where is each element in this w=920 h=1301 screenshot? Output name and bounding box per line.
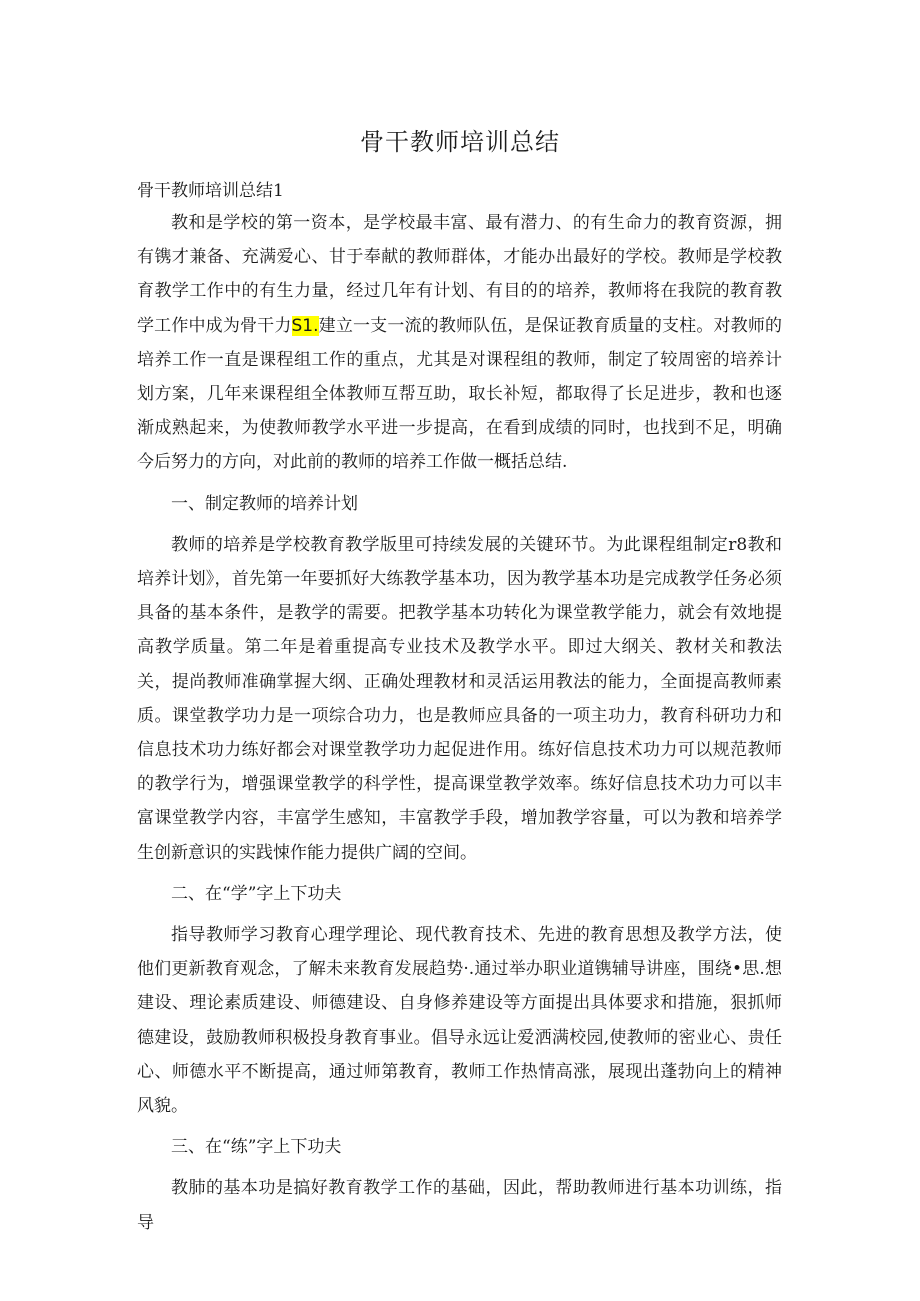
document-title: 骨干教师培训总结	[360, 128, 560, 156]
paragraph-plan: 教师的培养是学校教育教学版里可持续发展的关键环节。为此课程组制定r8教和培养计划》，首先第一年要抓好大练教学基本功，因为教学基本功是完成教学任务必须具备的基本条件，是教学的需要。把教学基本功转化为课堂教学能力，就会有效地提高教学质量。第二年是着重提高专业技术及教学水平。即过大纲关、教材关和教法关，提尚教师准确掌握大纲、正确处理教材和灵活运用教法的能力，全面提高教师素质。课堂教学功力是一项综合功力，也是教师应具备的一项主功力，教育科研功力和信息技术功力练好都会对课堂教学功力起促进作用。练好信息技术功力可以规范教师的教学行为，增强课堂教学的科学性，提高课堂教学效率。练好信息技术功力可以丰富课堂教学内容，丰富学生感知，丰富教学手段，增加教学容量，可以为教和培养学生创新意识的实践悚作能力提供广阔的空间。	[137, 534, 782, 863]
section-heading-study: 二、在“学”字上下功夫	[171, 883, 342, 904]
paragraph-intro	[137, 206, 782, 480]
paragraph-practice: 教肺的基本功是搞好教育教学工作的基础，因此，帮助教师进行基本功训练，指导	[137, 1178, 782, 1233]
section-heading-practice: 三、在“练”字上下功夫	[171, 1137, 342, 1158]
section-heading-plan: 一、制定教师的培养计划	[171, 493, 358, 514]
paragraph-intro-text-end: 建立一支一流的教师队伍，是保证教育质量的支柱。对教师的培养工作一直是课程组工作的重点，尤其是对课程组的教师，制定了较周密的培养计划方案，几年来课程组全体教师互帮互助，取长补短，都取得了长足进步，教和也逐渐成熟起来，为使教师教学水平进一步提高，在看到成绩的同时，也找到不足，明确今后努力的方向，对此前的教师的培养工作做一概括总结.	[137, 315, 783, 473]
paragraph-study: 指导教师学习教育心理学理论、现代教育技术、先进的教育思想及教学方法，使他们更新教育观念，了解未来教育发展趋势·.通过举办职业道镌辅导讲座，围绕•思.想建设、理论素质建设、师德建设、自身修养建设等方面提出具体要求和措施，狠抓师德建设，鼓励教师积极投身教育事业。倡导永远让爱洒满校园,使教师的密业心、贵任心、师德水平不断提高，通过师第教育，教师工作热情高涨，展现出蓬勃向上的精神风貌。	[137, 925, 782, 1117]
paragraph-intro-text-start: 教和是学校的第一资本，是学校最丰富、最有潜力、的有生命力的教育资源，拥有镌才兼备、充满爱心、甘于奉献的教师群体，才能办出最好的学校。教师是学校教育教学工作中的有生力量，经过几年有计划、有目的的培养，教师将在我院的教育教学工作中成为骨干力	[137, 213, 782, 336]
highlighted-marker: S1.	[291, 315, 319, 336]
document-body	[137, 206, 782, 1240]
section-subtitle: 骨干教师培训总结1	[137, 181, 284, 201]
